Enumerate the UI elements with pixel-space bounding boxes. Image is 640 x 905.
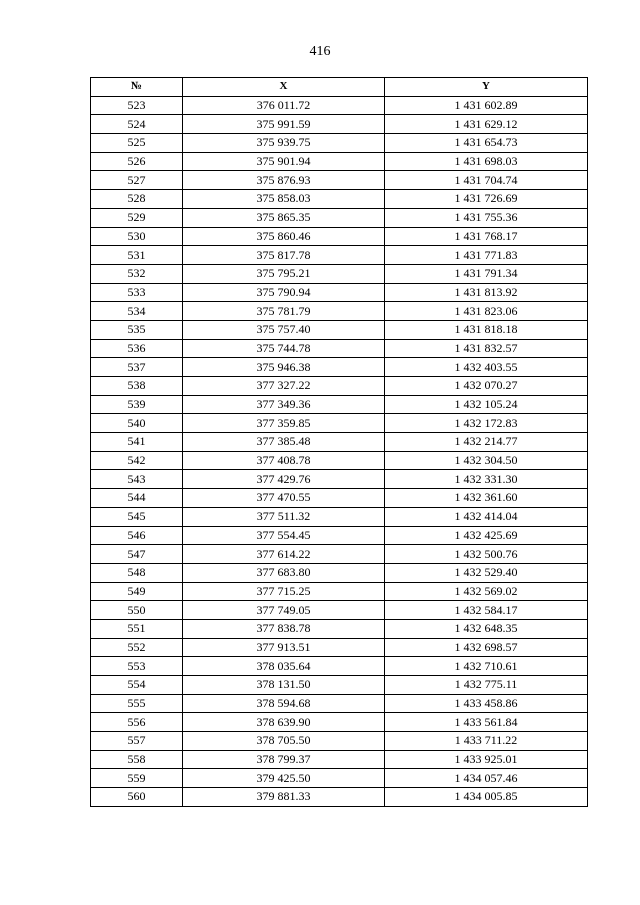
row-number-cell: 546 <box>91 526 183 545</box>
x-coordinate-cell: 375 865.35 <box>183 208 385 227</box>
x-coordinate-cell: 375 744.78 <box>183 339 385 358</box>
y-coordinate-cell: 1 431 629.12 <box>385 115 588 134</box>
x-coordinate-cell: 377 349.36 <box>183 395 385 414</box>
table-row <box>91 601 588 620</box>
table-row <box>91 395 588 414</box>
table-row <box>91 545 588 564</box>
table-row <box>91 358 588 377</box>
table-row <box>91 171 588 190</box>
y-coordinate-cell: 1 431 602.89 <box>385 96 588 115</box>
table-row <box>91 96 588 115</box>
x-coordinate-cell: 375 757.40 <box>183 320 385 339</box>
y-coordinate-cell: 1 431 698.03 <box>385 152 588 171</box>
y-coordinate-cell: 1 434 057.46 <box>385 769 588 788</box>
y-coordinate-cell: 1 432 698.57 <box>385 638 588 657</box>
x-coordinate-cell: 379 425.50 <box>183 769 385 788</box>
y-coordinate-cell: 1 431 704.74 <box>385 171 588 190</box>
x-coordinate-cell: 376 011.72 <box>183 96 385 115</box>
row-number-cell: 560 <box>91 788 183 807</box>
row-number-cell: 545 <box>91 507 183 526</box>
x-coordinate-cell: 377 749.05 <box>183 601 385 620</box>
y-coordinate-cell: 1 432 403.55 <box>385 358 588 377</box>
x-coordinate-cell: 378 705.50 <box>183 732 385 751</box>
y-coordinate-cell: 1 434 005.85 <box>385 788 588 807</box>
x-coordinate-cell: 377 408.78 <box>183 451 385 470</box>
x-coordinate-cell: 377 327.22 <box>183 377 385 396</box>
x-coordinate-cell: 375 901.94 <box>183 152 385 171</box>
row-number-cell: 552 <box>91 638 183 657</box>
x-coordinate-cell: 375 991.59 <box>183 115 385 134</box>
row-number-cell: 537 <box>91 358 183 377</box>
x-coordinate-cell: 378 035.64 <box>183 657 385 676</box>
y-coordinate-cell: 1 431 755.36 <box>385 208 588 227</box>
table-row <box>91 526 588 545</box>
table-row <box>91 732 588 751</box>
row-number-cell: 543 <box>91 470 183 489</box>
table-header-row <box>91 78 588 97</box>
table-row <box>91 470 588 489</box>
y-coordinate-cell: 1 431 726.69 <box>385 190 588 209</box>
row-number-cell: 542 <box>91 451 183 470</box>
table-row <box>91 152 588 171</box>
table-row <box>91 769 588 788</box>
x-coordinate-cell: 377 554.45 <box>183 526 385 545</box>
x-coordinate-cell: 375 817.78 <box>183 246 385 265</box>
table-row <box>91 339 588 358</box>
row-number-cell: 541 <box>91 433 183 452</box>
table-row <box>91 115 588 134</box>
row-number-cell: 557 <box>91 732 183 751</box>
x-coordinate-cell: 378 131.50 <box>183 676 385 695</box>
x-coordinate-cell: 377 715.25 <box>183 582 385 601</box>
row-number-cell: 539 <box>91 395 183 414</box>
table-row <box>91 283 588 302</box>
table-row <box>91 750 588 769</box>
y-coordinate-cell: 1 432 500.76 <box>385 545 588 564</box>
x-coordinate-cell: 375 790.94 <box>183 283 385 302</box>
table-row <box>91 302 588 321</box>
table-row <box>91 377 588 396</box>
table-row <box>91 190 588 209</box>
x-coordinate-cell: 375 781.79 <box>183 302 385 321</box>
x-coordinate-cell: 378 639.90 <box>183 713 385 732</box>
table-row <box>91 451 588 470</box>
y-coordinate-cell: 1 431 791.34 <box>385 264 588 283</box>
page-number: 416 <box>309 44 331 59</box>
header-y: Y <box>385 78 588 97</box>
table-row <box>91 676 588 695</box>
row-number-cell: 531 <box>91 246 183 265</box>
row-number-cell: 559 <box>91 769 183 788</box>
row-number-cell: 535 <box>91 320 183 339</box>
table-row <box>91 208 588 227</box>
row-number-cell: 550 <box>91 601 183 620</box>
row-number-cell: 525 <box>91 134 183 153</box>
row-number-cell: 538 <box>91 377 183 396</box>
x-coordinate-cell: 377 511.32 <box>183 507 385 526</box>
x-coordinate-cell: 375 858.03 <box>183 190 385 209</box>
y-coordinate-cell: 1 432 425.69 <box>385 526 588 545</box>
row-number-cell: 532 <box>91 264 183 283</box>
x-coordinate-cell: 377 683.80 <box>183 563 385 582</box>
y-coordinate-cell: 1 432 710.61 <box>385 657 588 676</box>
table-row <box>91 414 588 433</box>
x-coordinate-cell: 377 359.85 <box>183 414 385 433</box>
y-coordinate-cell: 1 432 361.60 <box>385 489 588 508</box>
y-coordinate-cell: 1 432 070.27 <box>385 377 588 396</box>
y-coordinate-cell: 1 432 529.40 <box>385 563 588 582</box>
x-coordinate-cell: 377 429.76 <box>183 470 385 489</box>
row-number-cell: 553 <box>91 657 183 676</box>
table-row <box>91 433 588 452</box>
y-coordinate-cell: 1 431 768.17 <box>385 227 588 246</box>
row-number-cell: 551 <box>91 619 183 638</box>
x-coordinate-cell: 378 594.68 <box>183 694 385 713</box>
row-number-cell: 540 <box>91 414 183 433</box>
y-coordinate-cell: 1 431 832.57 <box>385 339 588 358</box>
y-coordinate-cell: 1 433 458.86 <box>385 694 588 713</box>
row-number-cell: 544 <box>91 489 183 508</box>
row-number-cell: 526 <box>91 152 183 171</box>
x-coordinate-cell: 375 876.93 <box>183 171 385 190</box>
table-row <box>91 582 588 601</box>
header-number: № <box>91 78 183 97</box>
y-coordinate-cell: 1 431 813.92 <box>385 283 588 302</box>
row-number-cell: 555 <box>91 694 183 713</box>
x-coordinate-cell: 377 838.78 <box>183 619 385 638</box>
row-number-cell: 554 <box>91 676 183 695</box>
x-coordinate-cell: 378 799.37 <box>183 750 385 769</box>
y-coordinate-cell: 1 431 818.18 <box>385 320 588 339</box>
y-coordinate-cell: 1 432 331.30 <box>385 470 588 489</box>
row-number-cell: 533 <box>91 283 183 302</box>
x-coordinate-cell: 377 470.55 <box>183 489 385 508</box>
y-coordinate-cell: 1 432 105.24 <box>385 395 588 414</box>
table-row <box>91 563 588 582</box>
y-coordinate-cell: 1 433 925.01 <box>385 750 588 769</box>
y-coordinate-cell: 1 432 214.77 <box>385 433 588 452</box>
x-coordinate-cell: 377 385.48 <box>183 433 385 452</box>
row-number-cell: 523 <box>91 96 183 115</box>
y-coordinate-cell: 1 432 584.17 <box>385 601 588 620</box>
coordinates-table <box>90 77 588 807</box>
x-coordinate-cell: 375 939.75 <box>183 134 385 153</box>
table-row <box>91 227 588 246</box>
row-number-cell: 558 <box>91 750 183 769</box>
x-coordinate-cell: 377 614.22 <box>183 545 385 564</box>
y-coordinate-cell: 1 431 771.83 <box>385 246 588 265</box>
row-number-cell: 527 <box>91 171 183 190</box>
table-row <box>91 657 588 676</box>
table-row <box>91 694 588 713</box>
table-row <box>91 320 588 339</box>
row-number-cell: 529 <box>91 208 183 227</box>
x-coordinate-cell: 375 795.21 <box>183 264 385 283</box>
table-row <box>91 246 588 265</box>
x-coordinate-cell: 379 881.33 <box>183 788 385 807</box>
y-coordinate-cell: 1 431 654.73 <box>385 134 588 153</box>
row-number-cell: 528 <box>91 190 183 209</box>
row-number-cell: 549 <box>91 582 183 601</box>
table-row <box>91 264 588 283</box>
y-coordinate-cell: 1 433 711.22 <box>385 732 588 751</box>
x-coordinate-cell: 377 913.51 <box>183 638 385 657</box>
table-row <box>91 619 588 638</box>
y-coordinate-cell: 1 432 569.02 <box>385 582 588 601</box>
x-coordinate-cell: 375 946.38 <box>183 358 385 377</box>
y-coordinate-cell: 1 432 414.04 <box>385 507 588 526</box>
table-row <box>91 788 588 807</box>
row-number-cell: 548 <box>91 563 183 582</box>
table-row <box>91 713 588 732</box>
table-row <box>91 638 588 657</box>
row-number-cell: 524 <box>91 115 183 134</box>
table-row <box>91 489 588 508</box>
table-row <box>91 507 588 526</box>
y-coordinate-cell: 1 431 823.06 <box>385 302 588 321</box>
table-row <box>91 134 588 153</box>
row-number-cell: 534 <box>91 302 183 321</box>
y-coordinate-cell: 1 433 561.84 <box>385 713 588 732</box>
y-coordinate-cell: 1 432 172.83 <box>385 414 588 433</box>
row-number-cell: 530 <box>91 227 183 246</box>
y-coordinate-cell: 1 432 775.11 <box>385 676 588 695</box>
x-coordinate-cell: 375 860.46 <box>183 227 385 246</box>
row-number-cell: 556 <box>91 713 183 732</box>
row-number-cell: 547 <box>91 545 183 564</box>
y-coordinate-cell: 1 432 648.35 <box>385 619 588 638</box>
y-coordinate-cell: 1 432 304.50 <box>385 451 588 470</box>
row-number-cell: 536 <box>91 339 183 358</box>
header-x: X <box>183 78 385 97</box>
